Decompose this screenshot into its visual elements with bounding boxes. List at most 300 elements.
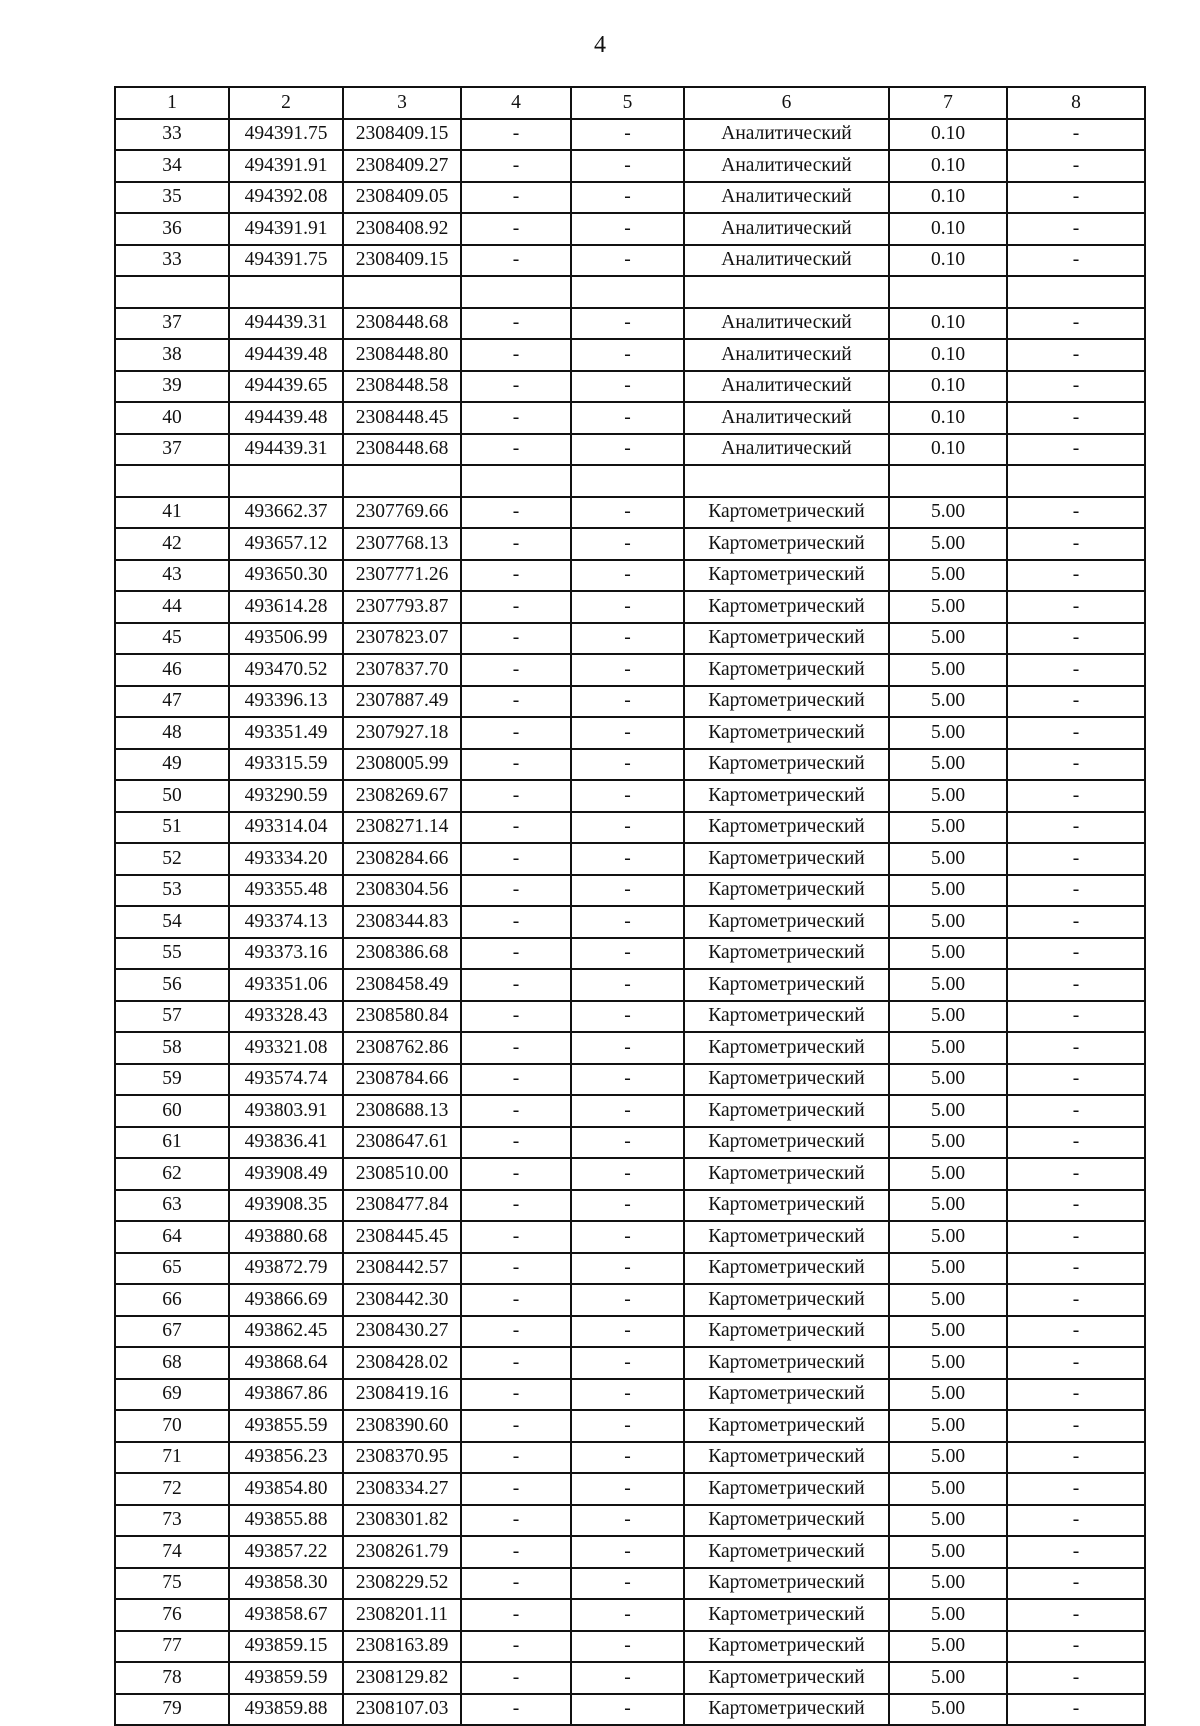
table-cell: - xyxy=(1007,371,1145,403)
table-cell: - xyxy=(571,780,684,812)
table-row xyxy=(115,560,1145,592)
table-row xyxy=(115,1505,1145,1537)
table-cell: Картометрический xyxy=(684,843,889,875)
table-cell xyxy=(115,465,229,497)
table-cell: Аналитический xyxy=(684,339,889,371)
table-cell: 5.00 xyxy=(889,938,1007,970)
table-cell: 0.10 xyxy=(889,213,1007,245)
table-cell: 5.00 xyxy=(889,780,1007,812)
table-cell: - xyxy=(461,245,571,277)
table-cell: 494391.91 xyxy=(229,213,343,245)
table-cell: Картометрический xyxy=(684,1095,889,1127)
table-cell: Картометрический xyxy=(684,1316,889,1348)
table-row xyxy=(115,749,1145,781)
table-cell: 5.00 xyxy=(889,1694,1007,1726)
table-cell: 493657.12 xyxy=(229,528,343,560)
table-cell: 493908.35 xyxy=(229,1190,343,1222)
table-cell: - xyxy=(461,560,571,592)
table-cell: 5.00 xyxy=(889,906,1007,938)
table-cell: Картометрический xyxy=(684,1662,889,1694)
table-cell: 74 xyxy=(115,1536,229,1568)
table-cell: 73 xyxy=(115,1505,229,1537)
table-cell: Аналитический xyxy=(684,371,889,403)
table-cell: - xyxy=(571,182,684,214)
table-cell: 493314.04 xyxy=(229,812,343,844)
table-cell: 37 xyxy=(115,434,229,466)
table-cell: - xyxy=(461,1568,571,1600)
table-cell: - xyxy=(571,308,684,340)
table-cell: - xyxy=(461,182,571,214)
table-cell: - xyxy=(1007,528,1145,560)
table-cell: 2308784.66 xyxy=(343,1064,461,1096)
table-cell: Картометрический xyxy=(684,780,889,812)
table-cell: - xyxy=(571,1253,684,1285)
table-cell: 2308129.82 xyxy=(343,1662,461,1694)
table-cell: 2307769.66 xyxy=(343,497,461,529)
table-row xyxy=(115,1190,1145,1222)
table-cell: 493859.15 xyxy=(229,1631,343,1663)
table-cell: - xyxy=(1007,749,1145,781)
table-cell: - xyxy=(461,1032,571,1064)
table-cell: - xyxy=(571,1662,684,1694)
table-row xyxy=(115,843,1145,875)
table-cell: - xyxy=(571,1190,684,1222)
table-cell: Картометрический xyxy=(684,1599,889,1631)
table-cell: - xyxy=(1007,654,1145,686)
table-cell: Картометрический xyxy=(684,1568,889,1600)
table-cell: 58 xyxy=(115,1032,229,1064)
table-row xyxy=(115,1064,1145,1096)
table-cell: 2308408.92 xyxy=(343,213,461,245)
table-cell: - xyxy=(1007,1064,1145,1096)
table-cell: Аналитический xyxy=(684,150,889,182)
table-cell: 44 xyxy=(115,591,229,623)
table-cell: 0.10 xyxy=(889,339,1007,371)
table-cell: 54 xyxy=(115,906,229,938)
table-cell: 493374.13 xyxy=(229,906,343,938)
table-cell: Картометрический xyxy=(684,1064,889,1096)
table-row xyxy=(115,434,1145,466)
table-cell: 493351.06 xyxy=(229,969,343,1001)
table-cell: 494439.48 xyxy=(229,339,343,371)
table-cell: Картометрический xyxy=(684,497,889,529)
table-cell: 60 xyxy=(115,1095,229,1127)
table-cell: - xyxy=(1007,119,1145,151)
table-cell: 59 xyxy=(115,1064,229,1096)
table-cell: - xyxy=(1007,1190,1145,1222)
table-row xyxy=(115,465,1145,497)
column-header: 6 xyxy=(684,87,889,119)
table-cell: 5.00 xyxy=(889,497,1007,529)
table-cell: 5.00 xyxy=(889,1064,1007,1096)
column-header: 4 xyxy=(461,87,571,119)
table-cell: - xyxy=(571,434,684,466)
table-cell: - xyxy=(571,339,684,371)
table-cell: Картометрический xyxy=(684,1127,889,1159)
table-cell: 36 xyxy=(115,213,229,245)
table-cell: - xyxy=(1007,1095,1145,1127)
table-cell: Картометрический xyxy=(684,969,889,1001)
table-cell: - xyxy=(1007,150,1145,182)
table-cell: - xyxy=(571,119,684,151)
table-cell: 5.00 xyxy=(889,1505,1007,1537)
table-cell: 62 xyxy=(115,1158,229,1190)
table-cell: 2308271.14 xyxy=(343,812,461,844)
table-cell: - xyxy=(461,1631,571,1663)
table-cell: 5.00 xyxy=(889,969,1007,1001)
table-cell: 2308163.89 xyxy=(343,1631,461,1663)
table-cell: 50 xyxy=(115,780,229,812)
table-row xyxy=(115,906,1145,938)
table-row xyxy=(115,780,1145,812)
table-cell: - xyxy=(571,1473,684,1505)
table-cell: - xyxy=(571,1095,684,1127)
table-cell: 5.00 xyxy=(889,875,1007,907)
table-cell: - xyxy=(1007,1127,1145,1159)
table-cell: - xyxy=(571,1221,684,1253)
table-cell: - xyxy=(461,938,571,970)
table-cell xyxy=(343,276,461,308)
table-cell: - xyxy=(571,812,684,844)
table-cell: - xyxy=(1007,213,1145,245)
table-cell: 5.00 xyxy=(889,1536,1007,1568)
table-cell: - xyxy=(571,245,684,277)
table-cell: - xyxy=(461,371,571,403)
table-cell: 494391.75 xyxy=(229,119,343,151)
table-cell: 2307823.07 xyxy=(343,623,461,655)
table-cell: 5.00 xyxy=(889,591,1007,623)
table-cell: - xyxy=(461,1316,571,1348)
table-cell: 0.10 xyxy=(889,402,1007,434)
table-cell: - xyxy=(1007,434,1145,466)
table-cell: Картометрический xyxy=(684,560,889,592)
table-cell: - xyxy=(461,213,571,245)
table-cell: 76 xyxy=(115,1599,229,1631)
table-cell: 57 xyxy=(115,1001,229,1033)
table-cell: - xyxy=(1007,875,1145,907)
table-cell: 5.00 xyxy=(889,1347,1007,1379)
table-cell: - xyxy=(461,1127,571,1159)
table-cell: Картометрический xyxy=(684,623,889,655)
table-cell: 52 xyxy=(115,843,229,875)
table-cell: 5.00 xyxy=(889,623,1007,655)
table-cell: - xyxy=(461,780,571,812)
table-cell: 493854.80 xyxy=(229,1473,343,1505)
table-row xyxy=(115,308,1145,340)
table-cell: - xyxy=(1007,1221,1145,1253)
table-cell: 2308304.56 xyxy=(343,875,461,907)
table-cell: - xyxy=(571,938,684,970)
table-cell: 2308390.60 xyxy=(343,1410,461,1442)
table-cell: - xyxy=(461,528,571,560)
table-cell: - xyxy=(1007,1536,1145,1568)
table-cell: 494439.65 xyxy=(229,371,343,403)
table-cell: Картометрический xyxy=(684,906,889,938)
table-cell: Картометрический xyxy=(684,1505,889,1537)
coordinates-table xyxy=(114,86,1146,1726)
table-cell: - xyxy=(571,497,684,529)
table-cell: - xyxy=(1007,1347,1145,1379)
table-row xyxy=(115,1253,1145,1285)
table-row xyxy=(115,1127,1145,1159)
table-cell: - xyxy=(571,1064,684,1096)
table-cell: 2308005.99 xyxy=(343,749,461,781)
column-header: 2 xyxy=(229,87,343,119)
table-cell: - xyxy=(571,1599,684,1631)
table-cell: - xyxy=(1007,1568,1145,1600)
table-cell: - xyxy=(461,1410,571,1442)
table-cell xyxy=(343,465,461,497)
table-cell: 493803.91 xyxy=(229,1095,343,1127)
table-cell: - xyxy=(1007,1631,1145,1663)
table-cell: 2308409.15 xyxy=(343,119,461,151)
table-cell: 493856.23 xyxy=(229,1442,343,1474)
table-cell: 2307837.70 xyxy=(343,654,461,686)
table-cell: 493650.30 xyxy=(229,560,343,592)
table-row xyxy=(115,591,1145,623)
table-cell: - xyxy=(1007,843,1145,875)
table-cell: - xyxy=(571,1379,684,1411)
table-cell: - xyxy=(571,528,684,560)
table-cell: 0.10 xyxy=(889,182,1007,214)
table-cell: - xyxy=(1007,497,1145,529)
table-cell: - xyxy=(461,1064,571,1096)
table-cell: - xyxy=(461,308,571,340)
table-cell: - xyxy=(461,1001,571,1033)
table-cell: 2308409.05 xyxy=(343,182,461,214)
table-cell: 55 xyxy=(115,938,229,970)
table-cell: 46 xyxy=(115,654,229,686)
table-cell: - xyxy=(1007,1599,1145,1631)
table-cell: 33 xyxy=(115,119,229,151)
table-cell: 5.00 xyxy=(889,1158,1007,1190)
table-cell: Аналитический xyxy=(684,308,889,340)
table-cell: - xyxy=(1007,1442,1145,1474)
table-cell: 5.00 xyxy=(889,717,1007,749)
table-cell: 2308477.84 xyxy=(343,1190,461,1222)
table-row xyxy=(115,1536,1145,1568)
table-row xyxy=(115,1410,1145,1442)
table-row xyxy=(115,1473,1145,1505)
table-row xyxy=(115,402,1145,434)
table-cell: 5.00 xyxy=(889,528,1007,560)
table-cell: - xyxy=(461,1505,571,1537)
table-cell: - xyxy=(571,1505,684,1537)
table-cell: 71 xyxy=(115,1442,229,1474)
table-cell: 5.00 xyxy=(889,560,1007,592)
table-cell: Картометрический xyxy=(684,1221,889,1253)
table-cell: - xyxy=(1007,182,1145,214)
table-row xyxy=(115,1568,1145,1600)
table-cell: Аналитический xyxy=(684,245,889,277)
table-cell: - xyxy=(461,749,571,781)
table-row xyxy=(115,1316,1145,1348)
table-cell: - xyxy=(1007,1316,1145,1348)
table-cell: 65 xyxy=(115,1253,229,1285)
table-cell: - xyxy=(1007,560,1145,592)
table-cell: - xyxy=(461,969,571,1001)
table-cell: Аналитический xyxy=(684,119,889,151)
table-cell xyxy=(461,465,571,497)
table-cell: 2308448.45 xyxy=(343,402,461,434)
table-cell: - xyxy=(461,1442,571,1474)
table-cell: 42 xyxy=(115,528,229,560)
table-cell: 5.00 xyxy=(889,749,1007,781)
table-row xyxy=(115,875,1145,907)
table-row xyxy=(115,1662,1145,1694)
table-row xyxy=(115,528,1145,560)
table-row xyxy=(115,1095,1145,1127)
table-cell: - xyxy=(461,875,571,907)
table-cell: 77 xyxy=(115,1631,229,1663)
table-cell: 2308201.11 xyxy=(343,1599,461,1631)
table-cell: 2308442.57 xyxy=(343,1253,461,1285)
table-cell: 5.00 xyxy=(889,1599,1007,1631)
table-cell: - xyxy=(461,843,571,875)
table-cell: 72 xyxy=(115,1473,229,1505)
table-cell: - xyxy=(571,591,684,623)
table-cell: 40 xyxy=(115,402,229,434)
table-cell: 2308448.58 xyxy=(343,371,461,403)
table-row xyxy=(115,938,1145,970)
table-cell: Картометрический xyxy=(684,654,889,686)
table-cell: - xyxy=(461,434,571,466)
table-cell: - xyxy=(461,812,571,844)
column-header: 3 xyxy=(343,87,461,119)
table-cell xyxy=(889,276,1007,308)
table-cell: 494391.75 xyxy=(229,245,343,277)
table-cell: 493328.43 xyxy=(229,1001,343,1033)
table-row xyxy=(115,654,1145,686)
table-cell: - xyxy=(1007,245,1145,277)
table-cell: - xyxy=(461,623,571,655)
table-cell: 75 xyxy=(115,1568,229,1600)
table-cell: 2308409.15 xyxy=(343,245,461,277)
table-cell: 493355.48 xyxy=(229,875,343,907)
table-cell: - xyxy=(461,1379,571,1411)
table-cell: 2307768.13 xyxy=(343,528,461,560)
table-cell: 37 xyxy=(115,308,229,340)
table-cell: 494391.91 xyxy=(229,150,343,182)
table-cell: 494392.08 xyxy=(229,182,343,214)
table-cell: 5.00 xyxy=(889,1001,1007,1033)
table-row xyxy=(115,339,1145,371)
table-cell: - xyxy=(1007,1473,1145,1505)
table-cell: 493859.59 xyxy=(229,1662,343,1694)
table-row xyxy=(115,150,1145,182)
table-cell: - xyxy=(571,686,684,718)
table-cell: 5.00 xyxy=(889,1379,1007,1411)
column-header: 7 xyxy=(889,87,1007,119)
table-cell: 5.00 xyxy=(889,1410,1007,1442)
table-cell: 5.00 xyxy=(889,812,1007,844)
table-cell: - xyxy=(1007,1158,1145,1190)
table-cell: - xyxy=(461,1473,571,1505)
table-cell: 493506.99 xyxy=(229,623,343,655)
table-cell: 493373.16 xyxy=(229,938,343,970)
table-cell: 2308284.66 xyxy=(343,843,461,875)
table-cell: 2307771.26 xyxy=(343,560,461,592)
table-cell: - xyxy=(571,623,684,655)
table-cell: 493290.59 xyxy=(229,780,343,812)
table-cell: - xyxy=(1007,591,1145,623)
table-cell: 5.00 xyxy=(889,1284,1007,1316)
table-cell: 493872.79 xyxy=(229,1253,343,1285)
table-cell: 493859.88 xyxy=(229,1694,343,1726)
table-row xyxy=(115,1032,1145,1064)
column-header: 1 xyxy=(115,87,229,119)
table-cell: - xyxy=(1007,1662,1145,1694)
table-cell: - xyxy=(571,717,684,749)
table-cell: 67 xyxy=(115,1316,229,1348)
table-cell: 0.10 xyxy=(889,308,1007,340)
table-cell: Картометрический xyxy=(684,1158,889,1190)
table-row xyxy=(115,1001,1145,1033)
table-cell: 34 xyxy=(115,150,229,182)
table-cell: - xyxy=(1007,1253,1145,1285)
table-cell: 39 xyxy=(115,371,229,403)
table-cell: 493855.88 xyxy=(229,1505,343,1537)
table-cell: 494439.48 xyxy=(229,402,343,434)
table-cell: 33 xyxy=(115,245,229,277)
table-cell: 2308269.67 xyxy=(343,780,461,812)
table-cell: - xyxy=(571,906,684,938)
table-cell: 2308386.68 xyxy=(343,938,461,970)
table-row xyxy=(115,812,1145,844)
table-cell: 493351.49 xyxy=(229,717,343,749)
table-cell: 43 xyxy=(115,560,229,592)
table-cell: 2308409.27 xyxy=(343,150,461,182)
table-cell: 2308229.52 xyxy=(343,1568,461,1600)
table-cell: 2308445.45 xyxy=(343,1221,461,1253)
table-cell xyxy=(684,465,889,497)
table-cell: 493857.22 xyxy=(229,1536,343,1568)
table-cell: 2308458.49 xyxy=(343,969,461,1001)
table-cell: 493858.67 xyxy=(229,1599,343,1631)
table-cell: - xyxy=(1007,1505,1145,1537)
table-cell: 0.10 xyxy=(889,245,1007,277)
table-cell: - xyxy=(1007,938,1145,970)
table-cell: 2308510.00 xyxy=(343,1158,461,1190)
table-cell: Картометрический xyxy=(684,686,889,718)
table-cell: Картометрический xyxy=(684,1379,889,1411)
table-cell: - xyxy=(1007,402,1145,434)
table-cell: Картометрический xyxy=(684,749,889,781)
table-cell: 2307887.49 xyxy=(343,686,461,718)
table-cell: 2308370.95 xyxy=(343,1442,461,1474)
table-row xyxy=(115,371,1145,403)
table-cell: - xyxy=(571,1442,684,1474)
table-cell: Картометрический xyxy=(684,528,889,560)
table-cell: 2308442.30 xyxy=(343,1284,461,1316)
table-cell: 45 xyxy=(115,623,229,655)
table-cell: - xyxy=(461,1536,571,1568)
table-cell: Аналитический xyxy=(684,402,889,434)
table-cell: Картометрический xyxy=(684,1536,889,1568)
table-cell: - xyxy=(461,1095,571,1127)
table-cell: 493908.49 xyxy=(229,1158,343,1190)
table-cell: - xyxy=(571,1568,684,1600)
table-cell: - xyxy=(571,1347,684,1379)
table-cell: Картометрический xyxy=(684,1694,889,1726)
table-cell: - xyxy=(461,654,571,686)
table-cell: Картометрический xyxy=(684,1473,889,1505)
table-cell: - xyxy=(1007,1284,1145,1316)
table-cell: 2308448.68 xyxy=(343,308,461,340)
table-cell: 2308580.84 xyxy=(343,1001,461,1033)
table-row xyxy=(115,1221,1145,1253)
table-cell xyxy=(461,276,571,308)
